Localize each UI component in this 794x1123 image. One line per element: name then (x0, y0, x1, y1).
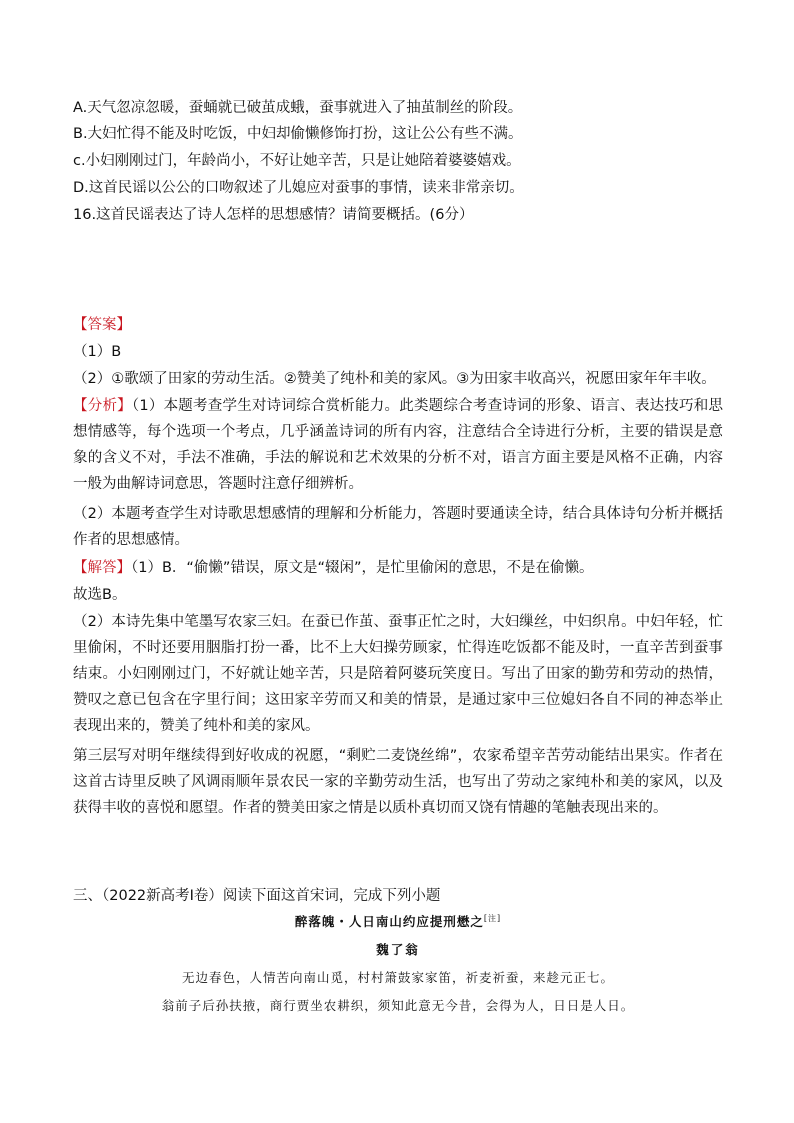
poem-line-2: 翁前子后孙扶掖，商行贾坐农耕织，须知此意无今昔，会得为人，日日是人日。 (161, 998, 635, 1013)
poem-title-text: 醉落魄・人日南山约应提刑懋之 (294, 914, 484, 929)
solution-choice: 故选B。 (73, 587, 127, 603)
option-b: B.大妇忙得不能及时吃饭，中妇却偷懒修饰打扮，这让公公有些不满。 (73, 126, 523, 142)
answer-heading: 【答案】 (73, 317, 131, 333)
option-c: c.小妇刚刚过门，年龄尚小，不好让她辛苦，只是让她陪着婆婆嬉戏。 (73, 153, 521, 169)
solution-paragraph-2: （2）本诗先集中笔墨写农家三妇。在蚕已作茧、蚕事正忙之时，大妇缫丝，中妇织帛。中妇年轻，忙里偷闲，不时还要用胭脂打扮一番，比不上大妇操劳顾家，忙得连吃饭都不能及时，一直辛苦到蚕事结束。小妇刚刚过门，不好就让她辛苦，只是陪着阿婆玩笑度日。写出了田家的勤劳和劳动的热情，赞叹之意已包含在字里行间；这田家辛劳而又和美的情景，是通过家中三位媳妇各自不同的神态举止表现出来的，赞美了纯朴和美的家风。 (73, 614, 723, 734)
option-a: A.天气忽凉忽暖，蚕蛹就已破茧成蛾，蚕事就进入了抽茧制丝的阶段。 (73, 100, 523, 116)
poem-note-mark: [注] (483, 913, 502, 923)
solution-paragraph-1 (73, 555, 723, 581)
poem-author: 魏了翁 (376, 942, 420, 957)
answer-part-1: （1）B (73, 344, 122, 360)
poem-line-1: 无边春色，人情苦向南山觅，村村箫鼓家家笛，祈麦祈蚕，来趁元正七。 (181, 970, 614, 985)
question-16: 16.这首民谣表达了诗人怎样的思想感情？请简要概括。(6分） (73, 207, 474, 223)
analysis-paragraph-1 (73, 393, 723, 497)
solution-paragraph-3: 第三层写对明年继续得到好收成的祝愿，“剩贮二麦饶丝绵”，农家希望辛苦劳动能结出果实。作者在这首古诗里反映了风调雨顺年景农民一家的辛勤劳动生活，也写出了劳动之家纯朴和美的家风，以及获得丰收的喜悦和愿望。作者的赞美田家之情是以质朴真切而又饶有情趣的笔触表现出来的。 (73, 748, 723, 816)
analysis-tag: 【分析】 (73, 398, 132, 414)
answer-part-2: （2）①歌颂了田家的劳动生活。②赞美了纯朴和美的家风。③为田家丰收高兴，祝愿田家年年丰收。 (73, 371, 716, 387)
solution-text-1: （1）B．“偷懒”错误，原文是“辍闲”，是忙里偷闲的意思，不是在偷懒。 (131, 560, 594, 576)
analysis-text-1: （1）本题考查学生对诗词综合赏析能力。此类题综合考查诗词的形象、语言、表达技巧和思想情感等，每个选项一个考点，几乎涵盖诗词的所有内容，注意结合全诗进行分析，主要的错误是意象的含义不对，手法不准确，手法的解说和艺术效果的分析不对，语言方面主要是风格不正确，内容一般为曲解诗词意思，答题时注意仔细辨析。 (73, 398, 723, 492)
option-d: D.这首民谣以公公的口吻叙述了儿媳应对蚕事的事情，读来非常亲切。 (73, 180, 524, 196)
section-3-heading: 三、（2022新高考Ⅰ卷）阅读下面这首宋词，完成下列小题 (73, 888, 441, 904)
poem-title (73, 912, 723, 930)
solution-tag: 【解答】 (73, 560, 131, 576)
analysis-paragraph-2: （2）本题考查学生对诗歌思想感情的理解和分析能力，答题时要通读全诗，结合具体诗句分析并概括作者的思想感情。 (73, 506, 723, 548)
